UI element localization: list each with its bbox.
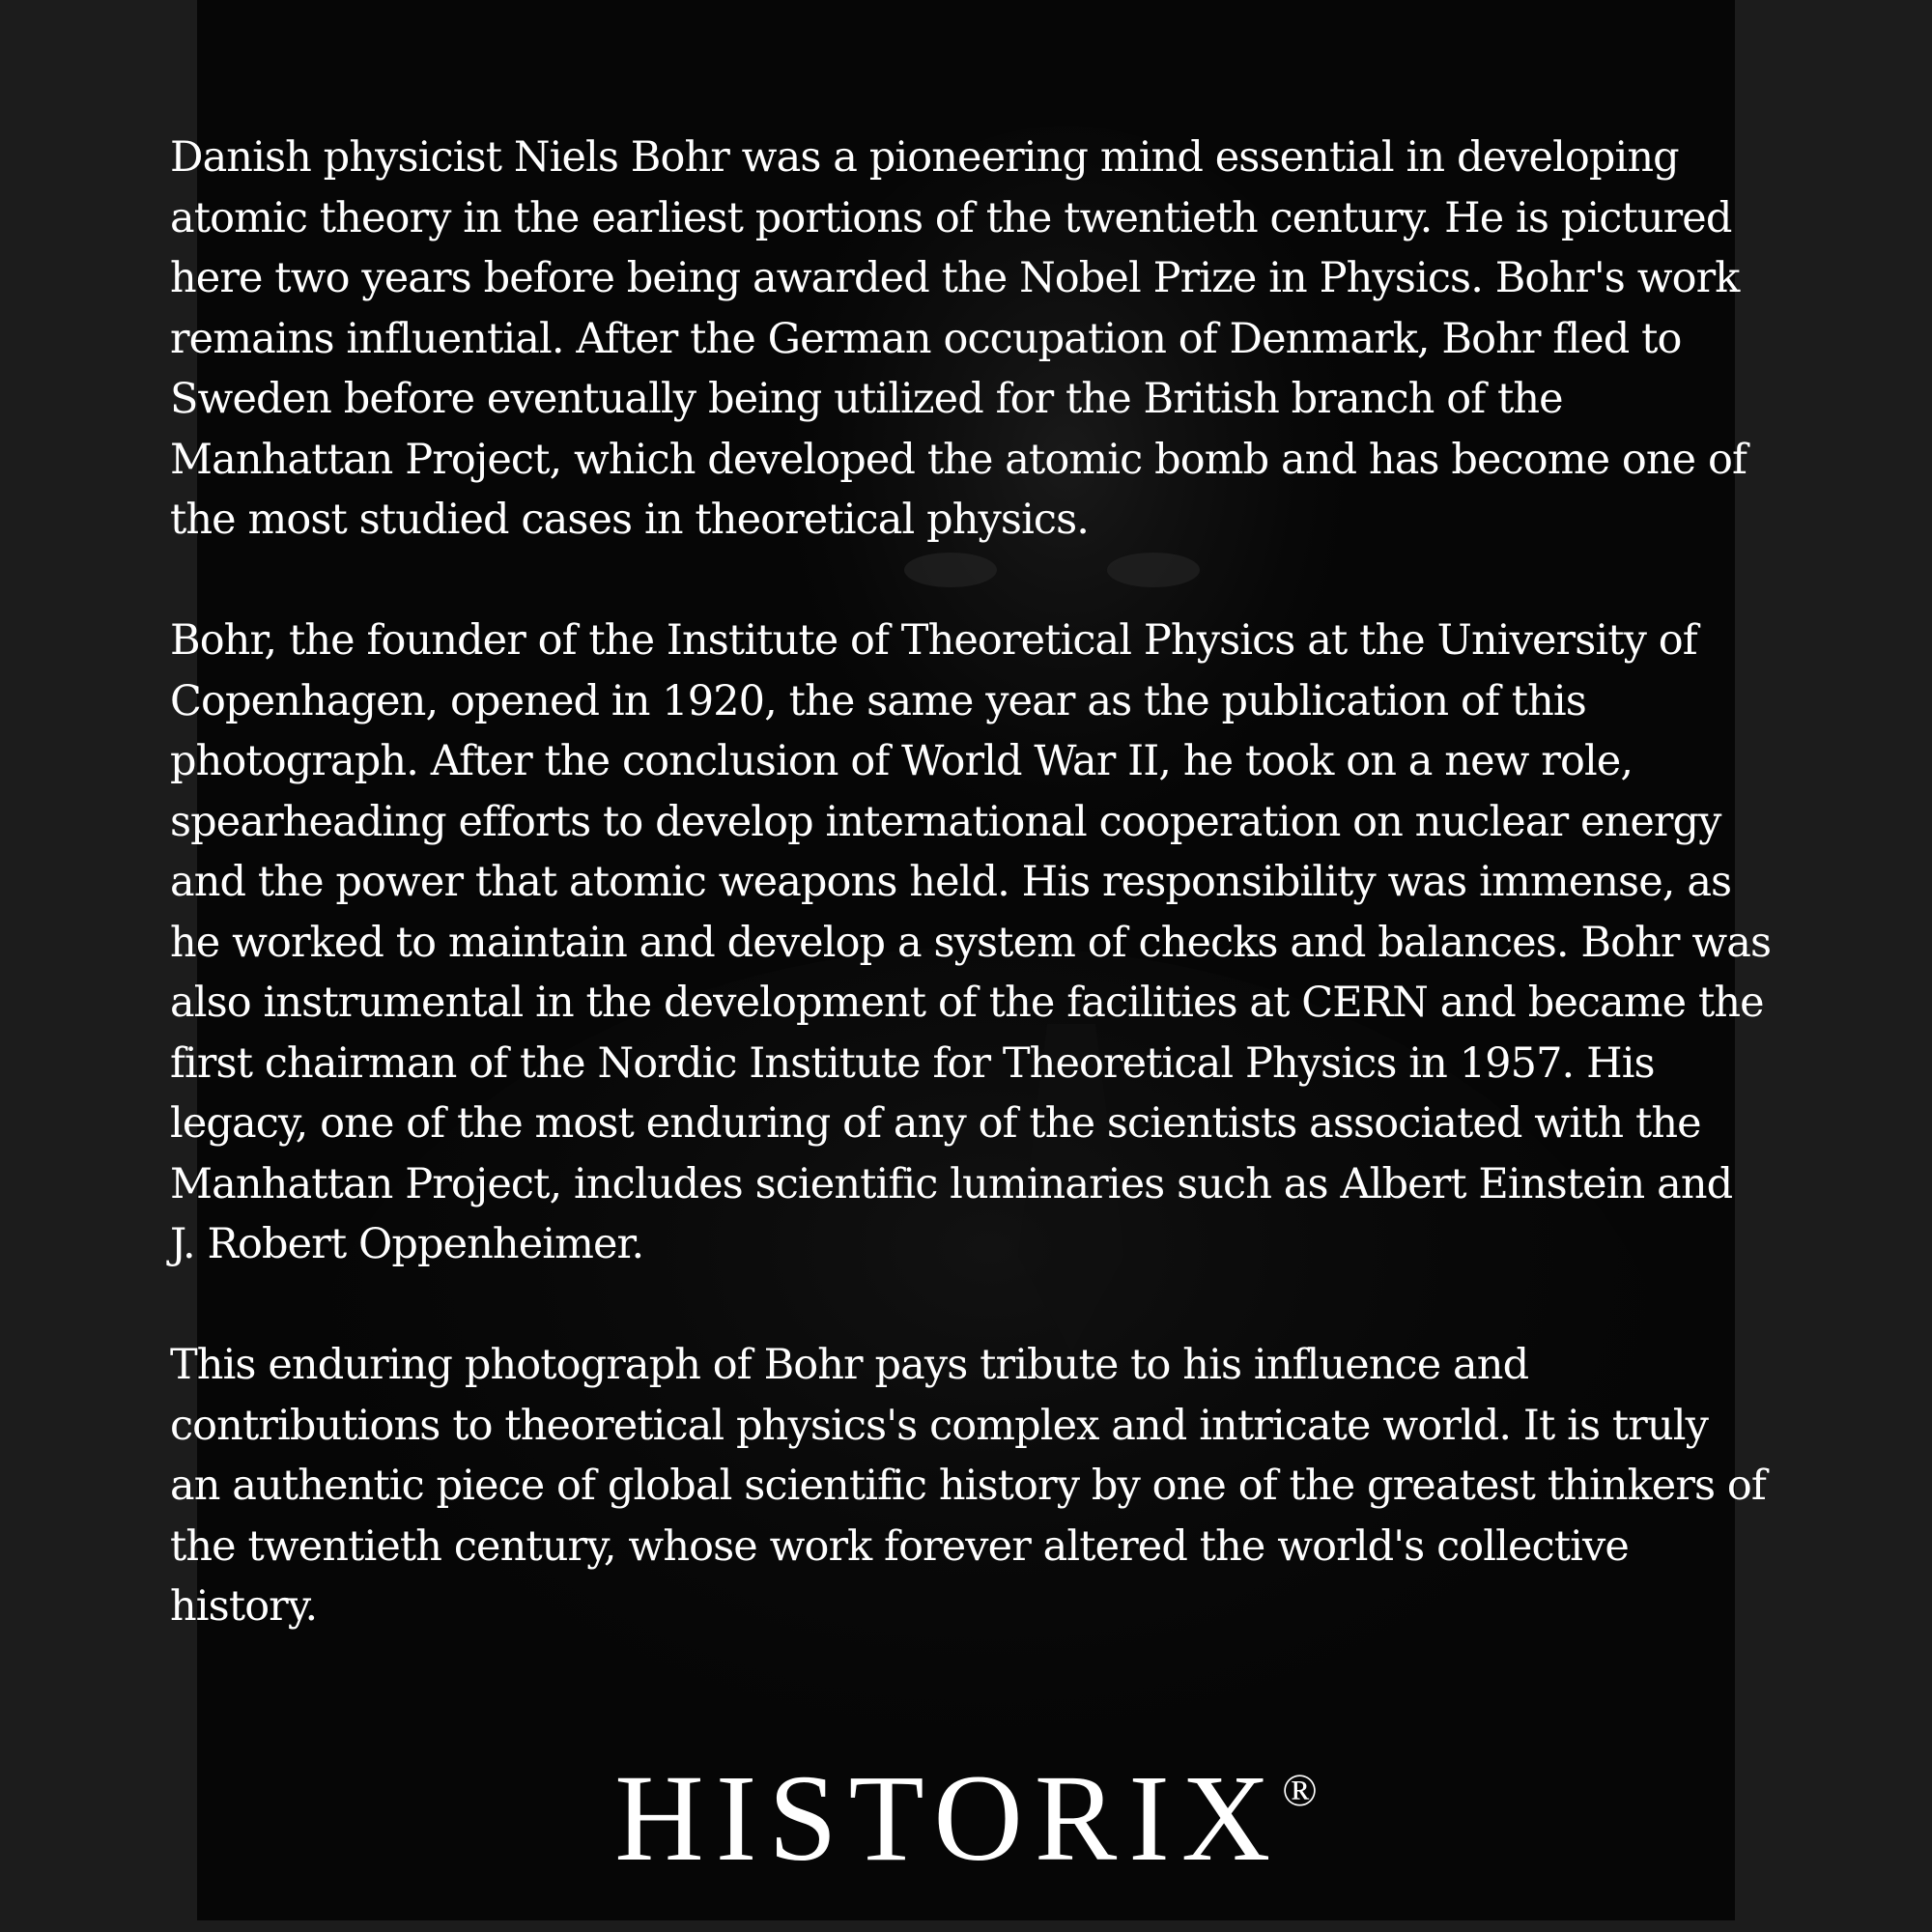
text-line: remains influential. After the German occupation of Denmark, Bohr fled to — [170, 314, 1682, 363]
text-line: Manhattan Project, includes scientific luminaries such as Albert Einstein and — [170, 1159, 1733, 1208]
text-line: also instrumental in the development of the facilities at CERN and became the — [170, 979, 1764, 1027]
text-line: Danish physicist Niels Bohr was a pioneering mind essential in developing — [170, 133, 1679, 182]
text-line: photograph. After the conclusion of World War II, he took on a new role, — [170, 737, 1634, 785]
text-line: spearheading efforts to develop international cooperation on nuclear energy — [170, 797, 1721, 846]
text-line: legacy, one of the most enduring of any of the scientists associated with the — [170, 1099, 1701, 1148]
text-line: Manhattan Project, which developed the atomic bomb and has become one of — [170, 435, 1747, 484]
article-text — [170, 128, 1774, 1697]
text-line: contributions to theoretical physics's complex and intricate world. It is truly — [170, 1401, 1709, 1450]
text-line: he worked to maintain and develop a system of checks and balances. Bohr was — [170, 918, 1772, 967]
paragraph-biography — [170, 128, 1774, 551]
text-line: atomic theory in the earliest portions of the twentieth century. He is pictured — [170, 193, 1732, 242]
text-line: Copenhagen, opened in 1920, the same year as the publication of this — [170, 676, 1586, 725]
text-line: J. Robert Oppenheimer. — [170, 1220, 644, 1268]
text-line: the most studied cases in theoretical physics. — [170, 496, 1090, 544]
paragraph-legacy — [170, 611, 1774, 1275]
text-line: Bohr, the founder of the Institute of Theoretical Physics at the University of — [170, 616, 1697, 665]
text-line: the twentieth century, whose work forever altered the world's collective — [170, 1521, 1629, 1571]
registered-mark: ® — [1282, 1765, 1318, 1816]
text-line: and the power that atomic weapons held. His responsibility was immense, as — [170, 858, 1732, 906]
brand-name: HISTORIX — [614, 1749, 1283, 1887]
text-line: here two years before being awarded the Nobel Prize in Physics. Bohr's work — [170, 254, 1740, 302]
text-line: an authentic piece of global scientific history by one of the greatest thinkers of — [170, 1462, 1766, 1510]
paragraph-tribute — [170, 1335, 1774, 1637]
text-line: Sweden before eventually being utilized for the British branch of the — [170, 375, 1563, 423]
text-line: first chairman of the Nordic Institute for Theoretical Physics in 1957. His — [170, 1038, 1655, 1088]
text-line: history. — [170, 1582, 318, 1631]
historix-logo — [0, 1729, 1932, 1887]
text-line: This enduring photograph of Bohr pays tribute to his influence and — [170, 1341, 1529, 1389]
